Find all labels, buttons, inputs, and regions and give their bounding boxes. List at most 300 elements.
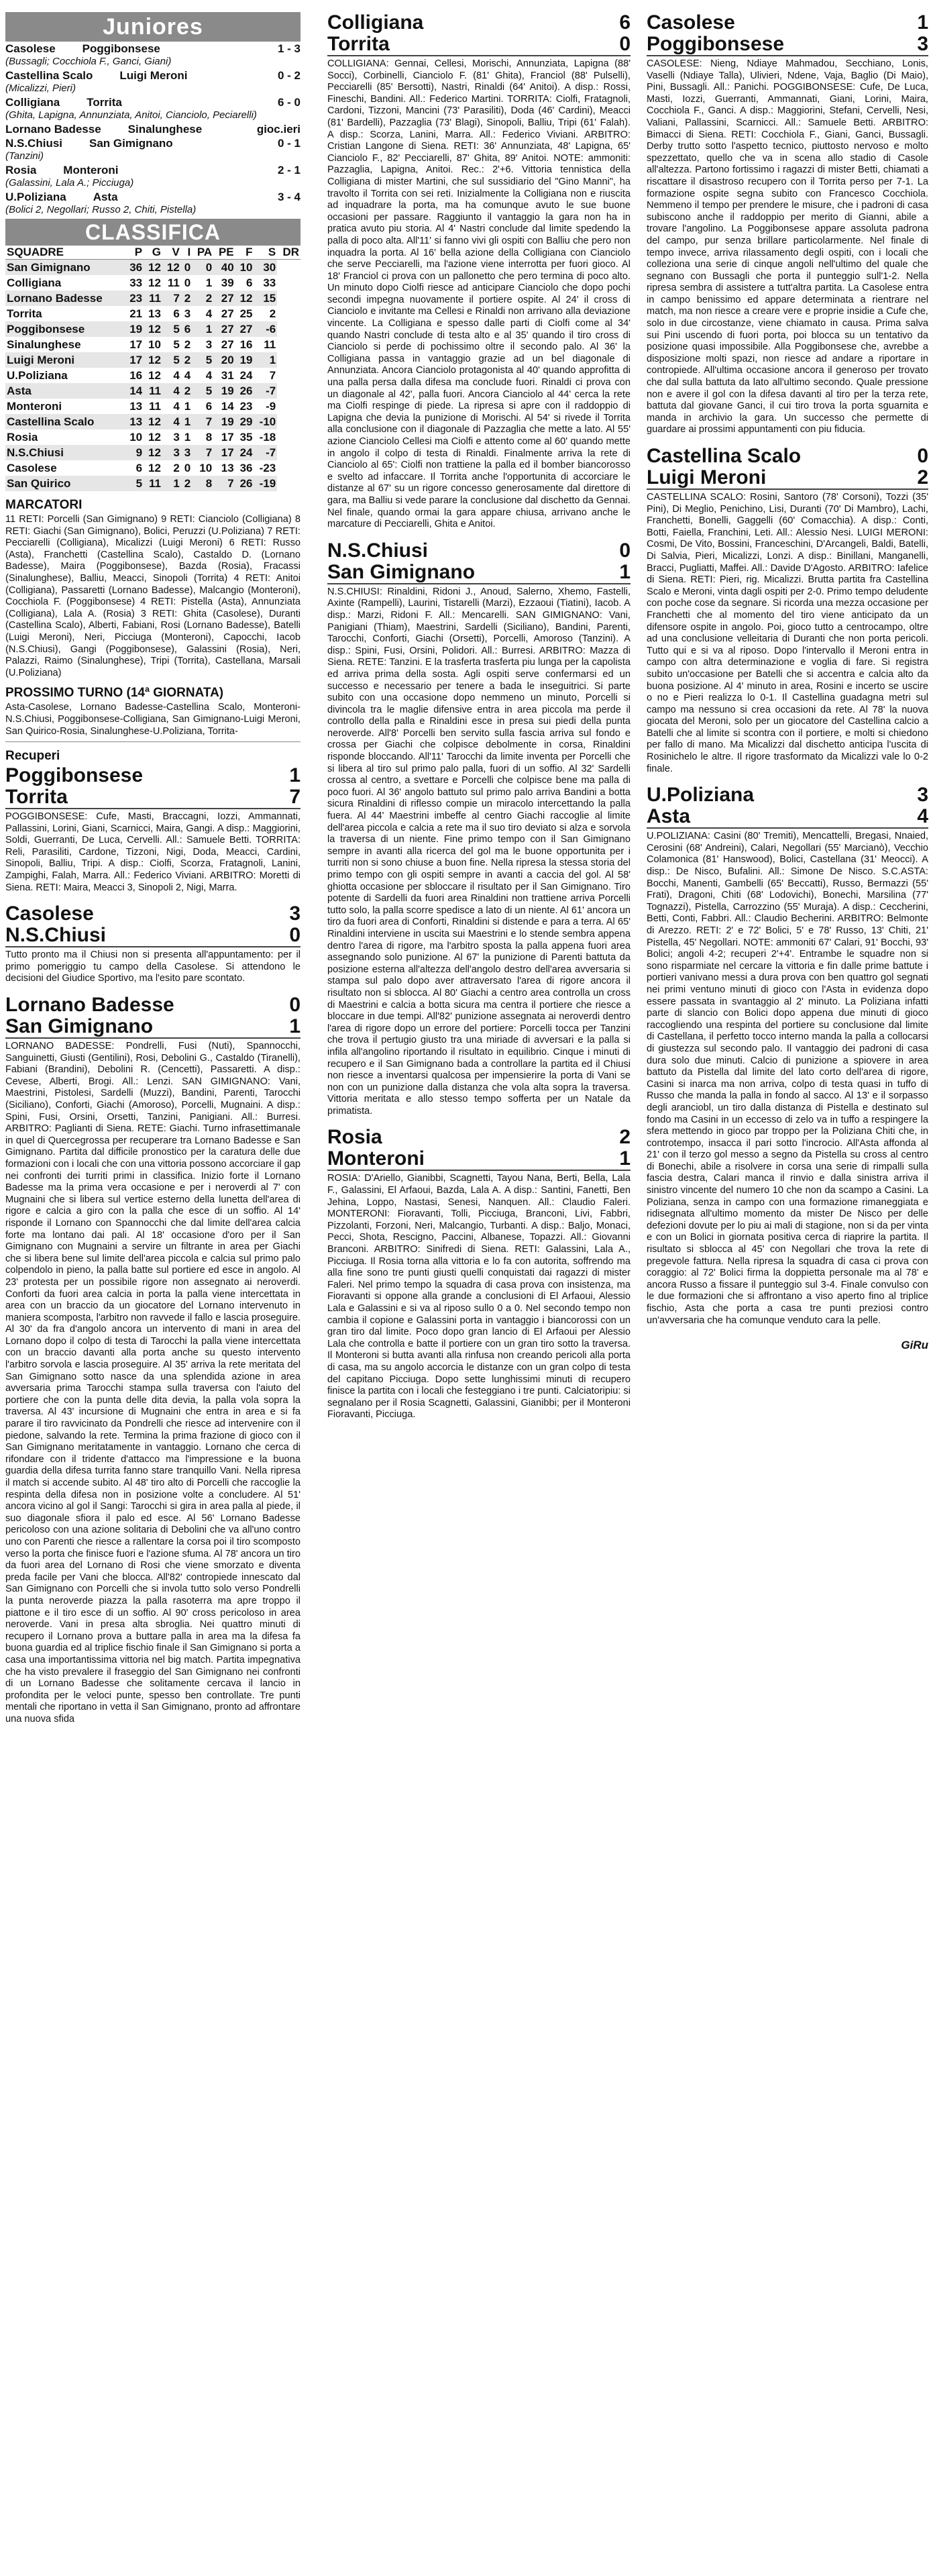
result-home: Colligiana: [5, 96, 60, 109]
standings-cell: U.Poliziana: [7, 369, 68, 382]
standings-row: [5, 291, 300, 306]
match-report-text: N.S.CHIUSI: Rinaldini, Ridoni J., Anoud, Salerno, Xhemo, Fastelli, Axinte (Rampelli), Laurini, Tistarelli (Marzi), Ezzaoui (Tiatini), Iacob. A disp.: Marzi, Ridoni F. All.: Mencarelli. SAN GIMIGNANO: Vani, Panigiani (Thiam), Maestrini, Sardelli (Siciliano), Bandini, Parenti, Tarocchi, Conforti, Giachi (Orsetti), Porcelli, Amoroso (Tanzini). A disp.: Spini, Fusi, Orsini, Polidori. All.: Burresi. ARBITRO: Mazza di Siena. RETE: Tanzini. E la trasferta trasferta piu lunga per la capolista ed arriva prima della sosta. Agli ospiti serve confermarsi ed un successo e necessario per tenere a bada le inseguitrici. Si parte subito con una occasione dopo nemmeno un minuto, Porcelli si divincola tra le maglie difensive entra in area piccola ma perde il controllo della palla e Rinaldini esce in presa sui piedi della punta neroverde. All'8' Porcelli ben servito sulla fascia arriva sul fondo e crossa per Giachi che colpisce debolmente in corsa, Rinaldini risponde bloccando. All'11' Tarocchi da limite inventa per Porcelli che si libera al tiro sul primo palo palla, fuori di un soffio. Al 32' Sardelli crossa al centro, a svettare e Porcelli che colpisce bene ma palla di poco fuori. Al 36' angolo battuto sul primo palo arriva Bandini a botta sicura Rinaldini di riflesso compie un miracolo intercettando la palla fuera. Al 44' Maestrini imbeffe al centro Giachi raccoglie al limite dell'area piccola e calcia a rete ma il suo tiro deviato si alza e sorvola la traversa di un niente. Fine primo tempo con il San Gimignano sempre in avanti alla ricerca del gol ma le buone opportunita per i turriti non si sono chiuse a buon fine. Nella ripresa la stessa storia del primo tempo con gli ospiti sempre in avanti a caccia del gol. Al 58' ghiotta occasione per sbloccare il risultato per il San Gimignano. Tiro potente di Sardelli da fuori area Rinaldini non trattiene arriva Porcelli tutto solo, la palla scorre spedisce a lato di un niente. Al 61' ancora un tiro da fuori area di Conforti, Rinaldini si distende e para a terra. Al 65' Rinaldini interviene in uscita sui Maestrini e lo stende sembra appena dentro l'area di rigore, ma l'arbitro sposta la palla appena fuori area assegnando solo punizione. Al 67' la punizione di Parenti battuta da posizione esterna all'altezza dell'angolo destro dell'area avversaria si stampa sul palo dopo aver attraversato l'area di rigore ancora il risultato non si sblocca. Al 80' Giachi a centro area controlla un cross di Maestrini e calcia a botta sicura ma centra il portiere che riesce a bloccare in due tempi. All'82' punizione assegnata ai neroverdi dentro l'area di rigore dopo un errore del portiere: Porcelli tocca per Tanzini che trova il pertugio giusto tra una miriade di avversari e la palla si infila all'angolino riportando il risultato in equilibrio. Cinque i minuti di recupero e il San Gimignano bada a controllare la partita ed il Chiusi non riesce a inventarsi qualcosa per impensierire la porta di Vani se non con un punizione dalla distanza che vola alta sopra la traversa. Vittoria meritata e allo stesso tempo sofferta per un Natale da primatista.: [327, 586, 631, 1117]
standings-cell: 17: [129, 338, 143, 351]
standings-row: [5, 383, 300, 399]
standings-body: [5, 260, 300, 492]
standings-col-header: V: [162, 246, 181, 260]
standings-cell: 24: [239, 369, 253, 382]
standings-cell: Torrita: [7, 307, 42, 320]
standings-cell: 19: [213, 414, 235, 429]
standings-cell: 1: [184, 431, 191, 444]
standings-cell: 9: [125, 445, 144, 460]
result-score: gioc.ieri: [256, 123, 300, 136]
away-team: Monteroni: [327, 1147, 425, 1170]
standings-cell: 2: [173, 462, 180, 474]
result-line: [5, 68, 300, 83]
standings-cell: 4: [205, 369, 213, 382]
home-team: Castellina Scalo: [647, 445, 802, 467]
standings-cell: -9: [266, 400, 276, 413]
result-score: 1 - 3: [277, 42, 300, 55]
standings-cell: 33: [263, 276, 276, 289]
home-score: 2: [619, 1126, 631, 1149]
marcatori-text: 11 RETI: Porcelli (San Gimignano) 9 RETI: Cianciolo (Colligiana) 8 RETI: Giachi (San Gimignano), Bolici, Peruzzi (U.Poliziana) 7 RETI: Pecciarelli (Colligiana), Micalizzi (Luigi Meroni) 6 RETI: Russo (Asta), Franchetti (Castellina Scalo), Castaldo D. (Lornano Badesse), Maira (Poggibonsese), Bazda (Rosia), Fracassi (Sinalunghese), Balliu, Meacci, Sinopoli (Torrita) 4 RETI: Anitoi (Colligiana), Passaretti (Lornano Badesse), Malcangio (Monteroni), Cocchiola F. (Poggibonsese) 4 RETI: Pistella (Asta), Annunziata (Colligiana), Lala A. (Rosia) 3 RETI: Ghita (Casolese), Duranti (Castellina Scalo), Alberti, Fabiani, Rosi (Lornano Badesse), Batelli (Luigi Meroni), Neri, Picciuga (Monteroni), Capocchi, Iacob (N.S.Chiusi), Gangi (Poggibonsese), Galassini (Rosia), Neri, Palazzi, Raimo (Sinalunghese), Tripi (Torrita), Castellana, Marsali (U.Poliziana): [5, 514, 300, 678]
result-line: [5, 136, 300, 150]
standings-cell: 12: [235, 291, 254, 306]
home-score: 6: [619, 11, 631, 34]
standings-row: [5, 414, 300, 429]
result-score: 3 - 4: [277, 191, 300, 203]
standings-col-header: S: [254, 246, 278, 260]
standings-cell: 25: [239, 307, 253, 320]
standings-cell: 23: [125, 291, 144, 306]
standings-cell: 13: [221, 462, 234, 474]
standings-cell: Poggibonsese: [5, 321, 125, 337]
away-score: 0: [289, 924, 300, 947]
standings-cell: 36: [239, 462, 253, 474]
standings-cell: 8: [205, 431, 213, 444]
result-scorers: (Bolici 2, Negollari; Russo 2, Chiti, Pistella): [5, 204, 197, 215]
standings-cell: 7: [192, 414, 213, 429]
standings-cell: 27: [221, 338, 234, 351]
result-teams: [5, 42, 160, 56]
away-team: San Gimignano: [327, 560, 476, 583]
spacer: [5, 894, 300, 903]
standings-cell: 5: [125, 476, 144, 491]
standings-cell: 12: [144, 414, 162, 429]
standings-cell: 27: [221, 307, 234, 320]
away-team: Torrita: [5, 786, 68, 809]
home-team: U.Poliziana: [647, 784, 755, 807]
result-away: San Gimignano: [89, 137, 173, 150]
standings-cell: -23: [259, 462, 276, 474]
result-scorers: (Tanzini): [5, 150, 44, 162]
standings-cell: 12: [162, 260, 181, 276]
result-line: [5, 122, 300, 136]
standings-cell: 0: [181, 260, 192, 276]
result-away: Asta: [93, 191, 118, 203]
standings-cell: Lornano Badesse: [5, 291, 125, 306]
standings-cell: Castellina Scalo: [5, 414, 125, 429]
standings-cell: 1: [184, 400, 191, 413]
away-score: 1: [619, 1147, 631, 1170]
result-teams: [5, 68, 187, 83]
match-report-text: U.POLIZIANA: Casini (80' Tremiti), Mencattelli, Bregasi, Nnaied, Cerosini (68' Andreini), Calari, Negollari (55' Marcianò), Vecchio Colamonica (81' Hanswood), Bolici, Castellana (31' Meocci). A disp.: De Nisco, Bufalini. All.: Simone De Nisco. S.C.ASTA: Bocchi, Manenti, Gambelli (65' Beccatti), Russo, Bermazzi (55' Frati), Dragoni, Chiti (68' Lodovichi), Bonechi, Marsilina (77' Tognazzi), Pistella, Carrozzino (55' Muraja). A disp.: Ceccherini, Betti, Conti, Fabbri. All.: Claudio Becherini. ARBITRO: Belmonte di Arezzo. RETI: 2' e 72' Bolici, 5' e 78' Russo, 13' Chiti, 21' Pistella, 45' Negollari. NOTE: ammoniti 67' Calari, 91' Bocchi, 93' Bolici; angoli 4-2; recuperi 2'+4'. Entrambe le squadre non si sono risparmiate nel cercare la vittoria e fin dalle prime battute i portieri vanivano messi a dura prova con ben quattro gol segnati nei primi ventuno minuti di gioco con l'Asta in evidenza dopo essere passata in svantaggio al 2' minuto. La Poliziana infatti parte di slancio con Bolici dopo appena due minuti di gioco raccogliendo una respinta del portiere su conclusione dal limite di Castellana, il perfetto tocco interno manda la palla a collocarsi di giustezza sul secondo palo. Il vantaggio dei padroni di casa dura solo due minuti. Calcio di punizione a spiovere in area battuto da Pistella dal limite del lato corto dell'area di rigore, Casini si inarca ma non arriva, colpo di testa quasi in tuffo di Russo che manda la palla in fondo al sacco. Al 13' e il sorpasso degli aranciobl, un tiro dalla distanza di Pistella e destinato sul fondo ma Casini in un eccesso di zelo va in tuffo a respingere la sfera mettendo in gioco par troppo per la Poliziana Chiti che, in controtempo, insacca il pari sotto l'incrocio. All'Asta affonda al 21' con il terzo gol messo a segno da Pistella su cross al centro di Bonechi, abile a risolvere in corsa una serie di rimpalli sulla fascia destra, Calari manca il rinvio e dalla sinistra arriva il sinistro vincente del numero 10 che non da scampo a Casini. La Poliziana, senza in campo con una formazione rimaneggiata e ridisegnata all'ultimo momento da mister De Nisco per delle defezioni dovute per lo piu ai mali di stagione, non si da per vinta e con un Bolici in giornata positiva cerca di riaprire la partita. Il risultato si sblocca al 45' con Negollari che trova la rete di pregevole fattura. Nella ripresa la squadra di casa ci prova con coraggio: al 72' Bolici firma la doppietta personale ma al 78' e ancora Russo a fissare il punteggio sul 3-4. Finale convulso con le due formazioni che si affrontano a viso aperto fino al triplice fischio, Asta che porta a casa tre punti preziosi contro un'avversaria che ha comunque venduto cara la pelle.: [647, 831, 928, 1326]
match-home-line: [647, 12, 928, 34]
standings-row: [5, 445, 300, 460]
result-home: Rosia: [5, 164, 37, 176]
standings-cell: 7: [213, 476, 235, 491]
home-team: N.S.Chiusi: [327, 539, 429, 562]
standings-row: [5, 275, 300, 291]
standings-cell: 17: [213, 445, 235, 460]
standings-cell: 1: [181, 414, 192, 429]
standings-cell: 12: [148, 276, 161, 289]
result-home: Castellina Scalo: [5, 69, 93, 82]
standings-cell: 40: [213, 260, 235, 276]
standings-cell: 12: [148, 369, 161, 382]
home-team: Colligiana: [327, 11, 424, 34]
spacer: [647, 436, 928, 446]
home-team: Lornano Badesse: [5, 994, 174, 1017]
standings-cell: 11: [144, 476, 162, 491]
standings-col-header: P: [125, 246, 144, 260]
match-home-line: [327, 1127, 631, 1148]
away-team: Poggibonsese: [647, 33, 785, 55]
standings-cell: Luigi Meroni: [5, 352, 125, 368]
match-away-line: [647, 34, 928, 56]
standings-cell: 1: [192, 321, 213, 337]
home-score: 0: [289, 994, 300, 1017]
result-scorers: (Ghita, Lapigna, Annunziata, Anitoi, Cianciolo, Peciarelli): [5, 109, 257, 121]
standings-cell: San Quirico: [5, 476, 125, 491]
recuperi-header: Recuperi: [5, 749, 60, 764]
standings-cell: 7: [192, 445, 213, 460]
juniores-header: Juniores: [5, 12, 300, 42]
result-line: [5, 163, 300, 177]
standings-cell: 10: [199, 462, 213, 474]
standings-cell: 19: [125, 321, 144, 337]
prossimo-turno-text: Asta-Casolese, Lornano Badesse-Castellina Scalo, Monteroni-N.S.Chiusi, Poggibonsese-Colligiana, San Gimignano-Luigi Meroni, San Quirico-Rosia, Sinalunghese-U.Poliziana, Torrita-: [5, 702, 300, 737]
result-away: Monteroni: [63, 164, 119, 176]
match-home-line: [647, 784, 928, 806]
match-away-line: [5, 1016, 300, 1039]
home-team: Casolese: [5, 903, 94, 925]
match-home-line: [5, 994, 300, 1016]
standings-cell: 12: [148, 462, 161, 474]
home-score: 3: [917, 784, 928, 807]
result-away: Luigi Meroni: [119, 69, 188, 82]
result-score: 2 - 1: [277, 164, 300, 176]
standings-row: [5, 352, 300, 368]
standings-cell: Casolese: [7, 462, 57, 474]
home-team: Poggibonsese: [5, 764, 144, 787]
standings-cell: 4: [162, 383, 181, 399]
match-home-line: [647, 446, 928, 467]
results-list: [5, 42, 300, 216]
result-score: 0 - 2: [277, 69, 300, 82]
standings-cell: 5: [173, 338, 180, 351]
standings-cell: 13: [125, 414, 144, 429]
standings-row: [5, 260, 300, 276]
standings-cell: 2: [181, 383, 192, 399]
match-reports-left: [5, 765, 300, 1735]
home-team: Rosia: [327, 1126, 382, 1149]
match-report-text: Tutto pronto ma il Chiusi non si presenta all'appuntamento: per il primo pomeriggio tu campo della Casolese. Si attendono le decisioni del Giudice Sportivo, ma l'esito pare scontato.: [5, 949, 300, 984]
standings-cell: 27: [235, 321, 254, 337]
standings-cell: 16: [239, 338, 253, 351]
standings-cell: 35: [239, 431, 253, 444]
standings-cell: 4: [162, 414, 181, 429]
spacer: [327, 1421, 631, 1431]
standings-cell: 4: [173, 400, 180, 413]
standings-cell: 11: [148, 400, 161, 413]
standings-row: [5, 368, 300, 383]
result-line: [5, 95, 300, 109]
result-scorers: (Micalizzi, Pieri): [5, 83, 76, 94]
standings-cell: 27: [213, 321, 235, 337]
match-report: [647, 12, 928, 446]
standings-cell: 12: [144, 260, 162, 276]
standings-cell: 12: [144, 352, 162, 368]
standings-cell: 4: [205, 307, 213, 320]
standings-cell: 3: [184, 307, 191, 320]
standings-cell: 36: [125, 260, 144, 276]
result-home: U.Poliziana: [5, 191, 66, 203]
standings-cell: -18: [259, 431, 276, 444]
standings-cell: 16: [129, 369, 143, 382]
result-away: Sinalunghese: [127, 123, 203, 136]
standings-cell: 3: [173, 431, 180, 444]
match-report-text: CASTELLINA SCALO: Rosini, Santoro (78' Corsoni), Tozzi (35' Pini), Di Meglio, Penichino, Lisi, Duranti (70' Di Mambro), Lachi, Franchetti, Bonelli, Gaggelli (60' Comacchia). A disp.: Conti, Botti, Faiella, Franchini, Leti. All.: Alessio Nesi. LUIGI MERONI: Cosmi, De Vito, Bossini, Franceschini, D'Arcangeli, Baldi, Batelli, Di Salvia, Pieri, Micalizzi, Lonzi. A disp.: Binillani, Manganelli, Bracci, Pugliatti, Maffei. All.: Davide D'Agosto. ARBITRO: Iafelice di Siena. RETI: Pieri, rig. Micalizzi. Brutta partita fra Castellina Scalo e Meroni, vinta dagli ospiti per 2-0. Primo tempo deludente con poche cose da segnare. Si ricorda una mezza occasione per Franchetti che al momento del tiro viene anticipato da un difensore ospite in angolo. Poi, gioco tutto a centrocampo, oltre ad una conclusione velleitaria di Duranti che non porta pericoli. Tutto qui e si va al riposo. Dopo l'intervallo il Meroni entra in campo con altra determinazione e voglia di fare. Si registra subito un'occasione per Batelli che si accentra e calcia alto da buona posizione. Al 4' minuto in area, Rosini e incerto se uscire o no e Pieri realizza lo 0-1. Il Castellina guadagna metri sul campo ma nessuno si crea occasioni da rete. Al 78' la nuova giocata del Meroni, solo per un giocatore del Castellina calcio a Batelli che al limite si scontra con il portiere, e molti si chiedono per fallo di mano. Ma Micalizzi dal dischetto anticipa l'uscita di Rosinichelo le altre. Il rigore trasformato da Micalizzi vale lo 0-2 finale.: [647, 492, 928, 774]
match-home-line: [327, 12, 631, 34]
standings-cell: 3: [162, 445, 181, 460]
standings-table: [5, 246, 300, 491]
standings-cell: 15: [254, 291, 278, 306]
standings-cell: 6: [205, 400, 213, 413]
standings-cell: 27: [213, 291, 235, 306]
standings-cell: 17: [221, 431, 234, 444]
result-scorers: (Galassini, Lala A.; Picciuga): [5, 177, 134, 189]
standings-cell: 23: [239, 400, 253, 413]
away-score: 2: [917, 466, 928, 488]
away-score: 7: [289, 786, 300, 809]
standings-cell: 13: [129, 400, 143, 413]
result-away: Torrita: [87, 96, 122, 109]
column-right: [647, 12, 928, 1352]
standings-cell: 4: [173, 369, 180, 382]
away-score: 4: [917, 805, 928, 828]
standings-cell: -19: [254, 476, 278, 491]
match-away-line: [327, 1148, 631, 1171]
match-report: [327, 540, 631, 1127]
result-teams: [5, 136, 173, 150]
standings-cell: 14: [125, 383, 144, 399]
standings-cell: San Gimignano: [5, 260, 125, 276]
match-reports-right: [647, 12, 928, 1336]
standings-cell: 3: [205, 338, 213, 351]
standings-col-header: SQUADRE: [5, 246, 125, 260]
standings-cell: 20: [213, 352, 235, 368]
away-score: 1: [619, 560, 631, 583]
home-team: Casolese: [647, 11, 735, 34]
home-score: 1: [917, 11, 928, 34]
standings-cell: 3: [181, 445, 192, 460]
standings-cell: 10: [148, 338, 161, 351]
standings-row: [5, 321, 300, 337]
standings-cell: 4: [184, 369, 191, 382]
match-away-line: [5, 786, 300, 809]
match-report-text: COLLIGIANA: Gennai, Cellesi, Morischi, Annunziata, Lapigna (88' Socci), Corbinelli, Cianciolo F. (81' Ghita), Franciol (88' Pulselli), Pecciarelli (85' Bersotti), Nastri, Rinaldi (64' Anitoi). A disp.: Rossi, Fineschi, Bandini. All.: Federico Martini. TORRITA: Ciolfi, Fratagnoli, Cardoni, Tizzoni, Mancini (73' Parasiliti), Doda (46' Cardini), Meacci (81' Bardelli), Pazzaglia (73' Blagi), Sinopoli, Balliu, Tripi (61' Falah). A disp.: Scorza, Lanini, Marra. All.: Federico Viviani. ARBITRO: Cristian Langone di Siena. RETI: 36' Annunziata, 48' Lapigna, 65' Cianciolo F., 82' Pecciarelli, 87' Ghita, 89' Anitoi. NOTE: ammoniti: Pazzaglia, Lapigna, Anitoi. Rec.: 2'+6. Vittoria tennistica della Colligiana di mister Martini, che sul sussidiario del "Gino Manni", ha travolto il Torrita con sei reti. Inizialmente la Colligiana non e riuscita ad inquadrare la porta, ma ha comunque avuto le sue buone occasioni per passare. Raggiunto il vantaggio la gara non ha in pratica avuto piu storia. Al 4' Nastri conclude dal limite spedendo la palla di poco alta. All'11' si fanno vivi gli ospiti con Balliu che pero non inquadra la porta. Al 16' bella azione della Colligiana con Cianciolo che serve Pecciarelli, ma l'azione viene interrotta per fuori gioco. Al 18' Franciol ci prova con un pallonetto che pero termina di poco alto. Un minuto dopo Ciolfi riesce ad anticipare Cianciolo che dopo pochi secondi impegna nuovamente il portiere ospite. Al 24' il cross di Cianciolo e invitante ma Cellesi e Rinaldi non arrivano alla deviazione vincente. La Colligiana e spesso dalle parti di Ciolfi come al 34' quando Nastri conclude di testa alto e al 35' quando il tiro cross di Cianciolo si perde di pochissimo oltre il secondo palo. Al 36' la Colligiana passa in vantaggio grazie ad un bel diagonale di Annunziata. Ancora Cianciolo protagonista al 40' quando approfitta di una palla persa dalla difesa ma conclude fuori. Rinaldi ci prova con un diagonale al 42', palla fuori. Ancora Cianciolo al 44' cerca la rete ma Ciolfi respinge di piede. La ripresa si apre con il raddoppio di Lapigna che devia la punizione di Morischi. Al 54' si rivede il Torrita alla conclusione con il diagonale di Pazzaglia che mette a lato. Al 55' azione Cianciolo Cellesi ma Ciolfi e attento come al 60' quando mette in angolo il colpo di testa di Rinaldi. Finalmente arriva la rete di Cianciolo al 65': Ciolfi non trattiene la palla ed il bomber biancorosso e svelto ad infaccare. Il Torrita anche l'opportunita di accorciare le distanze al 67' su un rigore concesso generosamente dal direttore di gara, ma Balliu si vede parare la conclusione dal dischetto da Gennai. Nel finale, quando ormai la gara appare chiusa, arrivano anche le marcature di Pecciarelli, Ghita e Anitoi.: [327, 58, 631, 530]
standings-cell: 39: [221, 276, 234, 289]
standings-row: [5, 429, 300, 445]
standings-cell: 11: [167, 276, 180, 289]
home-score: 0: [619, 539, 631, 562]
away-team: Asta: [647, 805, 691, 828]
match-report: [647, 784, 928, 1336]
result-teams: [5, 95, 122, 109]
standings-cell: 8: [192, 476, 213, 491]
standings-cell: 1: [205, 276, 213, 289]
standings-row: [5, 476, 300, 491]
standings-col-header: I: [181, 246, 192, 260]
standings-cell: 0: [184, 462, 191, 474]
standings-cell: 19: [235, 352, 254, 368]
standings-cell: 26: [235, 383, 254, 399]
result-home: Casolese: [5, 42, 56, 55]
result-teams: [5, 190, 118, 204]
home-score: 0: [917, 445, 928, 467]
standings-cell: 29: [235, 414, 254, 429]
result-score: 0 - 1: [277, 137, 300, 150]
spacer: [647, 775, 928, 784]
home-score: 3: [289, 903, 300, 925]
standings-cell: 2: [181, 476, 192, 491]
standings-cell: 11: [264, 338, 276, 351]
match-home-line: [5, 765, 300, 786]
standings-cell: 2: [269, 307, 276, 320]
match-reports-middle: [327, 12, 631, 1431]
column-left: [5, 12, 300, 1735]
standings-cell: 2: [184, 338, 191, 351]
match-report: [5, 765, 300, 903]
standings-cell: 6: [135, 462, 143, 474]
standings-cell: 6: [173, 307, 180, 320]
standings-cell: 7: [162, 291, 181, 306]
result-score: 6 - 0: [277, 96, 300, 109]
home-score: 1: [289, 764, 300, 787]
standings-cell: 5: [192, 352, 213, 368]
match-home-line: [5, 903, 300, 925]
match-report: [327, 12, 631, 540]
standings-col-header: F: [235, 246, 254, 260]
standings-col-header: DR: [277, 246, 300, 260]
standings-cell: N.S.Chiusi: [5, 445, 125, 460]
match-away-line: [647, 806, 928, 829]
standings-cell: 1: [162, 476, 181, 491]
column-middle: [327, 12, 631, 1431]
author-signature: GiRu: [901, 1339, 928, 1352]
result-teams: [5, 163, 118, 177]
result-home: Lornano Badesse: [5, 123, 101, 136]
classifica-header: CLASSIFICA: [5, 219, 300, 246]
result-home: N.S.Chiusi: [5, 137, 63, 150]
match-away-line: [647, 467, 928, 490]
standings-cell: 13: [148, 307, 161, 320]
standings-row: [5, 306, 300, 321]
result-line: [5, 190, 300, 204]
standings-cell: 1: [254, 352, 278, 368]
standings-cell: 12: [148, 431, 161, 444]
match-report: [5, 903, 300, 994]
standings-cell: 2: [181, 352, 192, 368]
standings-cell: 11: [144, 383, 162, 399]
match-away-line: [327, 34, 631, 56]
match-report: [5, 994, 300, 1735]
away-team: Torrita: [327, 33, 390, 55]
standings-cell: 10: [129, 431, 143, 444]
away-team: San Gimignano: [5, 1015, 154, 1038]
prossimo-turno-header: PROSSIMO TURNO (14ª GIORNATA): [5, 686, 224, 701]
result-line: [5, 42, 300, 56]
standings-cell: 31: [221, 369, 234, 382]
standings-cell: 5: [162, 352, 181, 368]
standings-cell: 12: [144, 321, 162, 337]
standings-row: [5, 337, 300, 352]
standings-col-header: PE: [213, 246, 235, 260]
match-report: [647, 446, 928, 784]
away-score: 0: [619, 33, 631, 55]
standings-col-header: PA: [192, 246, 213, 260]
match-report: [327, 1127, 631, 1430]
standings-cell: 0: [184, 276, 191, 289]
standings-row: [5, 460, 300, 476]
standings-cell: 6: [181, 321, 192, 337]
standings-cell: -10: [254, 414, 278, 429]
spacer: [5, 1725, 300, 1735]
standings-cell: 30: [254, 260, 278, 276]
spacer: [327, 531, 631, 540]
match-report-text: CASOLESE: Nieng, Ndiaye Mahmadou, Secchiano, Lonis, Vaselli (Ndiaye Talla), Ulivieri, Ndene, Vaja, Baglio (Di Maio), Pini, Bussagli. All.: Panichi. POGGIBONSESE: Cufe, De Luca, Masti, Iozzi, Guerranti, Ammannati, Giani, Lorini, Maira, Cocchiola F., Ganci. A disp.: Maggiorini, Stefani, Cervelli, Nesi, Valiani, Pallassini, Scarnicci. All.: Samuele Betti. ARBITRO: Bimacci di Siena. RETI: Cocchiola F., Giani, Ganci, Bussagli. Derby trutto sotto l'aspetto tecnico, piuttosto nervoso e molto spezzettato, quello che va in scena allo stadio di Casole all'altezza. Partono fortissimo i ragazzi di mister Betti, chiamati a riscattare il disastroso recupero con il Torrita perso per 7-1. La formazione ospite segna subito con Francesco Cocchiola. Nemmeno il tempo per prendere le misure, che i padroni di casa subiscono anche il raddoppio per merito di Gianni, abile a trovare l'angolino. La Poggibonsese appare assoluta padrona del campo, pur senza brillare particolarmente. Nel finale di tempo invece, arriva rilassamento degli ospiti, con i locali che colleziona una serie di cinque angoli nell'ultimo del quale che segnano con Bussagli che porta il punteggio sull'1-2. Nella ripresa sembra di assistere a tutt'altra partita. La Casolese entra in campo benissimo ed appare determinata a rientrare nel match, ma non riesce a creare vere e proprie insidie a Cufe che, solo in due circostanze, viene chiamato in causa. Prima salva sui Pini uscendo di fuori porta, poi blocca su un tentativo da posizione quasi impossibile. Alla Poggibonsese che, avrebbe a disposizione molti spazi, non riesce ad andare a riportare in contropiede. All'ultima occasione ancora il generoso per trovato che dal sulla battuta da lato all'ultimo secondo. Quale pressione non e avere il gol con la difesa davanti al tiro per la terza rete, battuta dal giovane Ganci, il cui tiro trova la porta sguarnita e manda in archivio la gara. Un successo che permette di guardare ai prossimi appuntamenti con piu fiducia.: [647, 58, 928, 435]
standings-cell: 24: [235, 445, 254, 460]
away-score: 3: [917, 33, 928, 55]
standings-cell: 12: [144, 445, 162, 460]
away-team: N.S.Chiusi: [5, 924, 107, 947]
standings-cell: 17: [125, 352, 144, 368]
match-report-text: POGGIBONSESE: Cufe, Masti, Braccagni, Iozzi, Ammannati, Pallassini, Lorini, Giani, Scarnicci, Maira, Gangi. A disp.: Maggiorini, Soldi, Guerranti, De Luca, Cervelli. All.: Samuele Betti. TORRITA: Reli, Parasiliti, Cardone, Tizzoni, Nigi, Doda, Meacci, Cardini, Sinopoli, Balliu, Tripi. A disp.: Ciolfi, Scorza, Fratagnoli, Lanini, Zampighi, Falah, Marra. All.: Federico Viviani. ARBITRO: Moretti di Siena. RETI: Maira, Meacci 3, Sinopoli 2, Nigi, Marra.: [5, 811, 300, 893]
standings-cell: 0: [192, 260, 213, 276]
standings-cell: 6: [246, 276, 253, 289]
divider: [5, 741, 300, 742]
standings-cell: 14: [221, 400, 234, 413]
standings-cell: 21: [129, 307, 143, 320]
standings-cell: Asta: [5, 383, 125, 399]
match-away-line: [5, 925, 300, 947]
match-away-line: [327, 562, 631, 584]
spacer: [327, 1117, 631, 1127]
standings-cell: Colligiana: [7, 276, 62, 289]
result-away: Poggibonsese: [82, 42, 160, 55]
standings-cell: -7: [254, 445, 278, 460]
spacer: [5, 985, 300, 994]
standings-cell: Monteroni: [7, 400, 62, 413]
result-scorers: (Bussagli; Cocchiola F., Ganci, Giani): [5, 56, 172, 67]
marcatori-header: MARCATORI: [5, 498, 83, 512]
standings-col-header: G: [144, 246, 162, 260]
standings-header-row: [5, 246, 300, 260]
standings-cell: 10: [235, 260, 254, 276]
standings-cell: 2: [192, 291, 213, 306]
standings-cell: 2: [181, 291, 192, 306]
standings-cell: 5: [162, 321, 181, 337]
result-teams: [5, 122, 202, 136]
standings-cell: Sinalunghese: [7, 338, 81, 351]
standings-cell: 19: [213, 383, 235, 399]
standings-cell: 26: [235, 476, 254, 491]
standings-cell: Rosia: [7, 431, 38, 444]
standings-cell: 11: [144, 291, 162, 306]
match-report-text: LORNANO BADESSE: Pondrelli, Fusi (Nuti), Spannocchi, Sanguinetti, Giusti (Gentilini), Rosi, Debolini G., Castaldo (Tiranelli), Fabiani (Brandini), Debolini R. (Cencetti), Passaretti. A disp.: Cevese, Alberti, Brogi. All.: Lenzi. SAN GIMIGNANO: Vani, Maestrini, Pistolesi, Sardelli (Muzzi), Bandini, Parenti, Tarocchi (Siciliano), Conforti, Giachi (Amoroso), Porcelli, Mugnaini. A disp.: Spini, Fusi, Orsini, Orsetti, Tanzini, Panigiani. All.: Burresi. ARBITRO: Paglianti di Siena. RETE: Giachi. Turno infrasettimanale in quel di Quercegrossa per recuperare tra Lornano Badesse e San Gimignano. Partita dal difficile pronostico per la caratura delle due formazioni con i locali che con una vittoria possono accorciare il gap nei confronti dei turriti primi in classifica. Inizio forte il Lornano Badesse ma la prima vera occasione e per i neroverdi al 7' con Mugnaini che si libera sul vertice esterno della lunetta dell'area di rigore e calcia a giro con la palla che esce di un soffio. Al 14' risponde il Lornano con Spannocchi che dal limite dell'area calcia forte ma lontano dai pali. Al 18' occasione d'oro per il San Gimignano con Mugnaini a servire un filtrante in area per Giachi che si libera bene sul limite dell'area piccola e calcia sul primo palo colpendolo in pieno, la palla batte sul portiere ed esce in angolo. Al 23' protesta per un possibile rigore non assegnato ai neroverdi. Conforti da fuori area calcia in porta la palla viene intercettata in area con un braccio da un giocatore del Lornano intervenuto in maniera scomposta, l'arbitro non ravvede il fallo e lascia proseguire. Al 30' da fra d'angolo ancora un intervento di mani in area del Lornano dopo il colpo di testa di Tarocchi la palla viene intercettata con un braccio davanti alla porta anche su questo intervento l'arbitro sorvola e lascia proseguire. Al 35' arriva la rete meritata del San Gimignano sotto nasce da una splendida azione in area avversaria prima Tarocchi stampa sulla traversa con l'aiuto del portiere che con la punta delle dita devia, la palla vola sopra la traversa. Al 43' incursione di Mugnaini che entra in area e si fa parare il tiro ravvicinato da Pondrelli che riesce ad intervenire con il piedone, salvando la rete. Termina la prima frazione di gioco con il San Gimignano meritatamente in vantaggio. Lornano che cerca di rifondare con il tridente d'attacco ma l'impressione e la buona guardia della difesa turrita fanno stare tranquillo Vani. Nella ripresa il match si accende subito. Al 48' tiro alto di Porcelli che raccoglie la respinta della difesa non in posizione volte a concludere. Al 51' ancora vicino al gol il Sangi: Tarocchi si gira in area palla al piede, il suo diagonale sfiora il palo ed esce. Al 56' Lornano Badesse pericoloso con una azione solitaria di Debolini che va all'uno contro uno con Parenti che riesce a rallentare la corsa poi il tiro scomposto verso la porta che finisce fuori e l'azione sfuma. Al 78' ancora un tiro da fuori area del Lornano di Rosi che viene smorzato e diventa preda facile per Vani che blocca. All'82' contropiede innescato dal San Gimignano con Porcelli che si invola tutto solo verso Pondrelli la punta neroverde piazza la palla rasoterra ma apre troppo il piattone e il tiro esce di un soffio. Al 90' cross pericoloso in area neroverde. Vani in presa alta sbroglia. Nei quattro minuti di recupero il Lornano prova a buttare palla in area ma la difesa fa buona guardia ed al triplice fischio finale il San Gimignano si porta a casa una importantissima vittoria nel big match. Partita impegnativa che ha visto prevalere il fraseggio del San Gimignano nei confronti di un Lornano Badesse che solitamente cercava il lancio in profondita per le veloci punte, spesso ben controllate. Tre punti mentali che riportano in vetta il San Gimignano, pronto ad affrontare una nuova sfida: [5, 1041, 300, 1724]
match-home-line: [327, 540, 631, 562]
standings-cell: 33: [129, 276, 143, 289]
standings-cell: -7: [254, 383, 278, 399]
match-report-text: ROSIA: D'Ariello, Gianibbi, Scagnetti, Tayou Nana, Berti, Bella, Lala F., Galassini, El Arfaoui, Bazda, Lala A. A disp.: Santini, Fanetti, Ben Jehina, Loppo, Nastasi, Senesi, Nanquen. All.: Claudio Faleri. MONTERONI: Fioravanti, Tolli, Picciuga, Branconi, Livi, Fabbri, Pizzolanti, Forzoni, Neri, Malcangio, Turbanti. A disp.: Baljo, Monaci, Pecci, Shota, Rescigno, Paccini, Albanese, Topazzi. All.: Giovanni Branconi. ARBITRO: Sinifredi di Siena. RETI: Galassini, Lala A., Picciuga. Il Rosia torna alla vittoria e lo fa con autorita, soffrendo ma alla fine sono tre punti giusti quelli conquistati dai ragazzi di mister Faleri. Nel primo tempo la squadra di casa prova con insistenza, ma Fioravanti si oppone alla grande a conclusioni di El Arfaoui, Alessio Lala e Galassini e si va al riposo sullo 0 a 0. Nel secondo tempo non cambia il copione e Galassini porta in vantaggio i biancorossi con un gran tiro dal limite. Poco dopo gran lancio di El Arfaoui per Alessio Lala che controlla e batte il portiere con un gran tiro sotto la traversa. Il Monteroni si butta avanti alla rinfusa non creando pericoli alla porta di casa, ma su angolo accorcia le distanze con un gran colpo di testa del capitano Picciuga. Dopo sette lunghissimi minuti di recupero finisce la partita con i locali che festeggiano i tre punti. Calciatoripiu: si segnalano per il Rosia Scagnetti, Galassini, Gianibbi; per il Monteroni Fioravanti, Picciuga.: [327, 1173, 631, 1421]
standings-cell: -6: [254, 321, 278, 337]
away-score: 1: [289, 1015, 300, 1038]
spacer: [647, 1327, 928, 1336]
standings-cell: 5: [192, 383, 213, 399]
standings-row: [5, 399, 300, 414]
standings-cell: 7: [269, 369, 276, 382]
